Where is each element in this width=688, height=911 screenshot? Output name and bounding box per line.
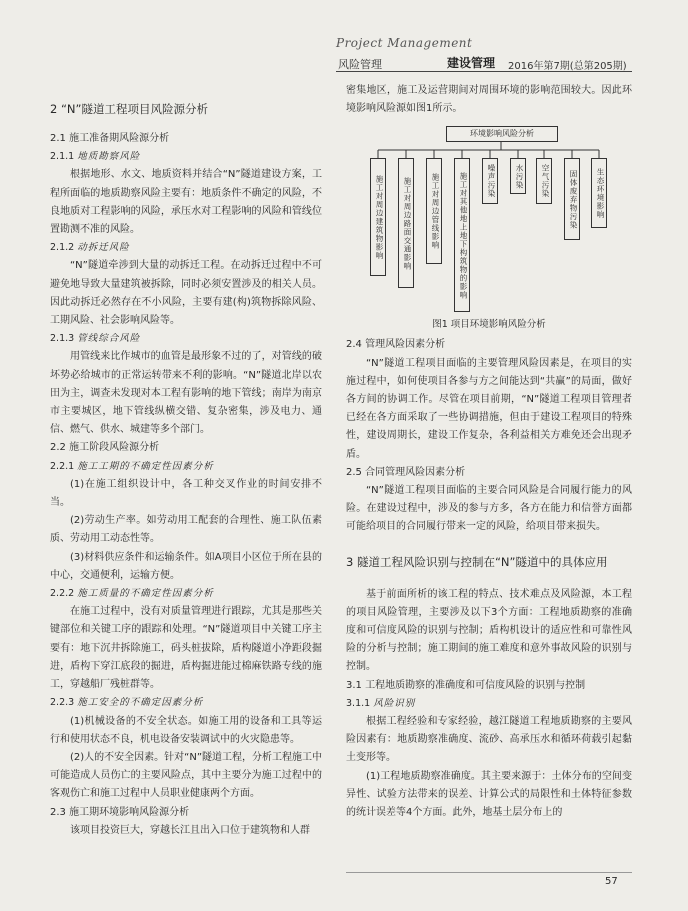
right-column [346, 82, 632, 822]
diagram-node-solid-waste: 固体废弃物污染 [564, 158, 580, 240]
figure-caption: 图1 项目环境影响风险分析 [432, 319, 546, 331]
footer-rule [346, 872, 632, 873]
section-2-heading: 2 “N”隧道工程项目风险源分析 [50, 102, 208, 116]
paragraph-3-1-1-b: (1)工程地质勘察准确度。其主要来源于：土体分布的空间变异性、试验方法带来的误差、计算公式的局限性和土体特征参数的统计误差等4个方面。此外，地基土层分布上的 [346, 770, 632, 819]
diagram-node-ecology: 生态环境影响 [591, 158, 607, 228]
diagram-node-air: 空气污染 [536, 158, 552, 204]
paragraph-3-1-1: 根据工程经验和专家经验，越江隧道工程地质勘察的主要风险因素有：地质勘察准确度、流砂、高承压水和循环荷载引起黏土变形等。 [346, 716, 632, 764]
paragraph-2-1-1: 根据地形、水文、地质资料并结合“N”隧道建设方案，工程所面临的地质勘察风险主要有：地质条件不确定的风险，不良地质对工程影响的风险，承压水对工程影响的风险和管线位置勘测不准的风险。 [50, 169, 322, 236]
section-2-1-heading: 2.1 施工准备期风险源分析 [50, 133, 170, 144]
environment-risk-diagram [346, 124, 632, 312]
diagram-node-traffic: 施工对周边路面交通影响 [398, 158, 414, 288]
diagram-node-pipelines: 施工对周边管线影响 [426, 158, 442, 264]
section-2-2-heading: 2.2 施工阶段风险源分析 [50, 442, 160, 454]
section-2-1-2-heading: 2.1.2 动拆迁风险 [50, 242, 130, 254]
section-2-2-2-heading: 2.2.2 施工质量的不确定性因素分析 [50, 588, 214, 600]
section-3-heading: 3 隧道工程风险识别与控制在“N”隧道中的具体应用 [346, 554, 608, 569]
paragraph-2-1-3: 用管线来比作城市的血管是最形象不过的了，对管线的破坏势必给城市的正常运转带来不利的影响。“N”隧道北岸以农田为主，调查未发现对本工程有影响的地下管线；南岸为南京市主要城区，地下管线纵横交错、复杂密集，涉及电力、通信、燃气、供水、城建等多个部门。 [50, 351, 322, 436]
diagram-connectors [346, 124, 632, 312]
paragraph-2-1-2: “N”隧道牵涉到大量的动拆迁工程。在动拆迁过程中不可避免地导致大量建筑被拆除，同时必须安置涉及的相关人员。因此动拆迁必然存在不小风险，主要有建(构)筑物拆除风险、工期风险、社会影响风险等。 [50, 260, 322, 327]
section-2-1-1-heading: 2.1.1 地质勘察风险 [50, 151, 141, 163]
paragraph-2-2-3-a: (1)机械设备的不安全状态。如施工用的设备和工具等运行和使用状态不良，机电设备安装调试中的火灾隐患等。 [50, 715, 322, 745]
diagram-node-water: 水污染 [510, 158, 526, 194]
section-2-5-heading: 2.5 合同管理风险因素分析 [346, 466, 466, 478]
section-2-2-1-heading: 2.2.1 施工工期的不确定性因素分析 [50, 460, 214, 472]
section-2-4-heading: 2.4 管理风险因素分析 [346, 339, 446, 351]
page-number: 57 [605, 876, 618, 887]
paragraph-2-3-continued: 密集地区，施工及运营期间对周围环境的影响范围较大。因此环境影响风险源如图1所示。 [346, 85, 632, 115]
header-rule [336, 71, 632, 72]
paragraph-3: 基于前面所析的该工程的特点、技术难点及风险源，本工程的项目风险管理，主要涉及以下3个方面：工程地质勘察的准确度和可信度风险的识别与控制；盾构机设计的适应性和可靠性风险的分析与控制；施工期间的施工难度和意外事故风险的识别与控制。 [346, 588, 632, 673]
paragraph-2-2-3-b: (2)人的不安全因素。针对“N”隧道工程，分析工程施工中可能造成人员伤亡的主要风险点，其中主要分为施工过程中的客观伤亡和施工过程中人员职业健康两个方面。 [50, 751, 323, 800]
section-2-2-3-heading: 2.2.3 施工安全的不确定因素分析 [50, 697, 204, 709]
section-2-1-3-heading: 2.1.3 管线综合风险 [50, 333, 141, 345]
diagram-node-buildings: 施工对周边建筑物影响 [370, 158, 386, 276]
left-column [50, 96, 322, 840]
paragraph-2-2-1-c: (3)材料供应条件和运输条件。如A项目小区位于所在县的中心，交通便利，运输方便。 [50, 551, 322, 581]
header-section: 风险管理 [338, 58, 382, 71]
diagram-node-noise: 噪声污染 [482, 158, 498, 204]
paragraph-2-4: “N”隧道工程项目面临的主要管理风险因素是，在项目的实施过程中，如何使项目各参与方之间能达到“共赢”的局面，做好各方间的协调工作。尽管在项目前期，“N”隧道工程项目管理者已经在各方面采取了一些协调措施，但由于建设工程项目的特殊性，建设周期长，建设工作复杂，各利益相关方难免还会出现矛盾。 [346, 357, 632, 460]
diagram-root-node: 环境影响风险分析 [446, 126, 558, 142]
paragraph-2-2-2: 在施工过程中，没有对质量管理进行跟踪，尤其是那些关键部位和关键工序的跟踪和处理。“N”隧道项目中关键工序主要有：地下沉井拆除施工，码头桩拔除，盾构隧道小净距段掘进，盾构下穿江底段的掘进，盾构掘进能过棉麻铁路专线的施工，穿越船厂残桩群等。 [50, 606, 322, 691]
header-issue: 2016年第7期(总第205期) [508, 61, 627, 72]
paragraph-2-3: 该项目投资巨大，穿越长江且出入口位于建筑物和人群 [70, 824, 310, 836]
paragraph-2-2-1-b: (2)劳动生产率。如劳动用工配套的合理性、施工队伍素质、劳动用工动态性等。 [50, 515, 322, 545]
journal-logo: 建设管理 [447, 56, 496, 70]
section-3-1-heading: 3.1 工程地质勘察的准确度和可信度风险的识别与控制 [346, 679, 586, 691]
paragraph-2-5: “N”隧道工程项目面临的主要合同风险是合同履行能力的风险。在建设过程中，涉及的参与方多，各方在能力和信誉方面都可能给项目的合同履行带来一定的风险，给项目带来损失。 [346, 485, 632, 533]
paragraph-2-2-1-a: (1)在施工组织设计中，各工种交叉作业的时间安排不当。 [50, 478, 322, 509]
section-2-3-heading: 2.3 施工期环境影响风险源分析 [50, 806, 190, 818]
section-3-1-1-heading: 3.1.1 风险识别 [346, 697, 416, 709]
header-english-title: Project Management [336, 36, 473, 50]
diagram-node-structures: 施工对其他地上地下构筑物的影响 [454, 158, 470, 312]
